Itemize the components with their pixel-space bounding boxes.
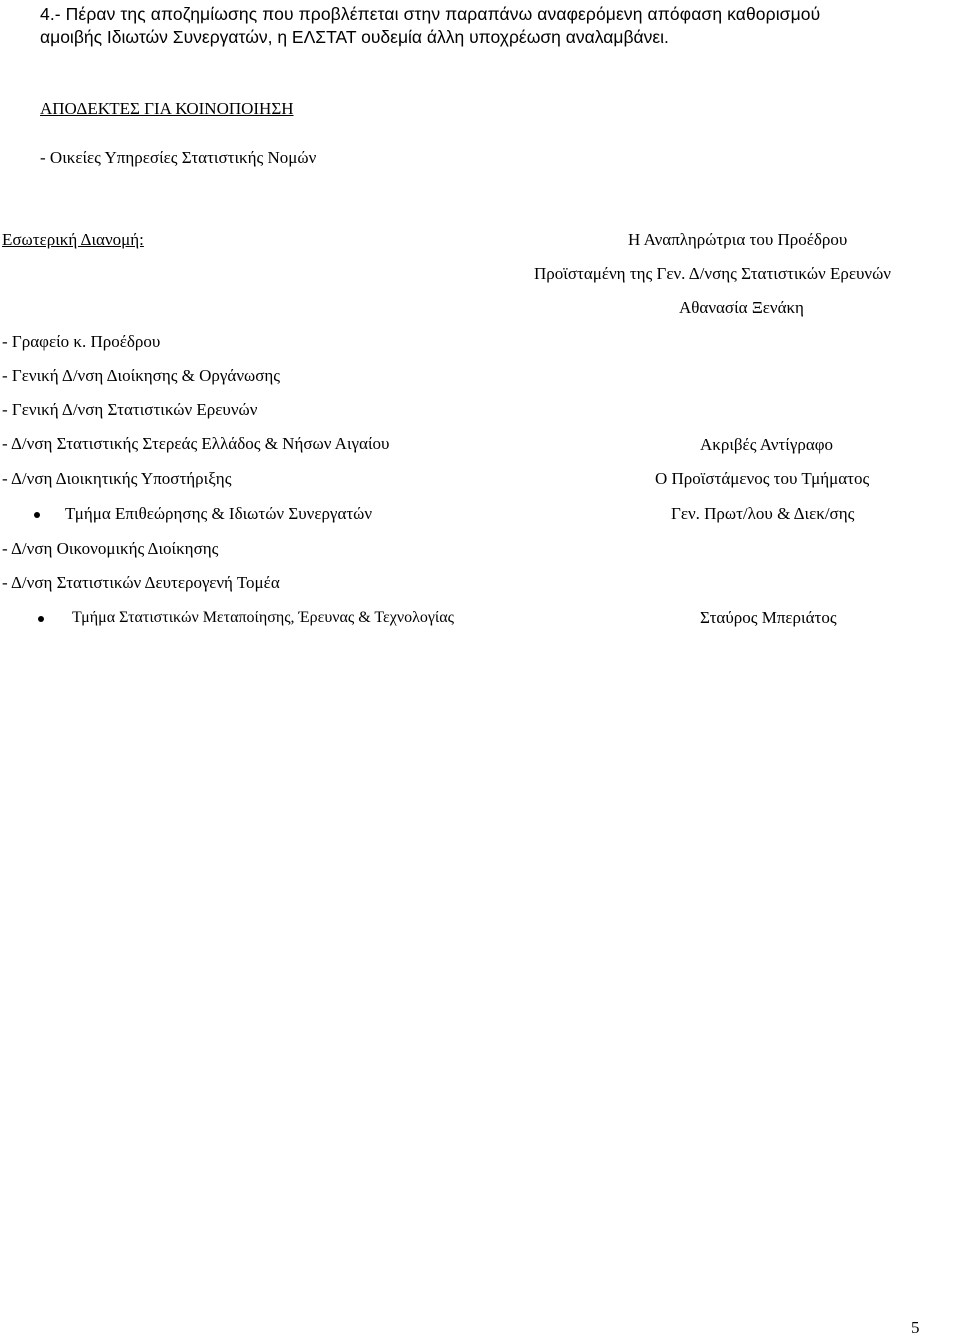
certified-name: Σταύρος Μπεριάτος: [700, 608, 837, 627]
signatory-name: Αθανασία Ξενάκη: [679, 298, 804, 317]
certified-position: Ο Προϊστάμενος του Τμήματος: [655, 469, 870, 488]
internal-sub-item: Τμήμα Επιθεώρησης & Ιδιωτών Συνεργατών: [65, 504, 373, 523]
recipients-heading: ΑΠΟΔΕΚΤΕΣ ΓΙΑ ΚΟΙΝΟΠΟΙΗΣΗ: [40, 99, 294, 118]
signature-position: Προϊσταμένη της Γεν. Δ/νσης Στατιστικών Ερευνών: [534, 264, 891, 283]
certified-copy-label: Ακριβές Αντίγραφο: [700, 435, 834, 454]
internal-item: - Γενική Δ/νση Στατιστικών Ερευνών: [2, 400, 258, 419]
signature-title: Η Αναπληρώτρια του Προέδρου: [628, 230, 848, 249]
internal-item: - Δ/νση Οικονομικής Διοίκησης: [2, 539, 219, 558]
internal-distribution-heading: Εσωτερική Διανομή:: [2, 230, 144, 249]
bullet-icon: [34, 512, 40, 518]
internal-item: - Δ/νση Στατιστικών Δευτερογενή Τομέα: [2, 573, 280, 592]
paragraph-4-line-2: αμοιβής Ιδιωτών Συνεργατών, η ΕΛΣΤΑΤ ουδεμία άλλη υποχρέωση αναλαμβάνει.: [40, 27, 669, 47]
certified-department: Γεν. Πρωτ/λου & Διεκ/σης: [671, 504, 855, 523]
internal-sub-item: Τμήμα Στατιστικών Μεταποίησης, Έρευνας & Τεχνολογίας: [72, 609, 454, 626]
bullet-icon: [38, 616, 44, 622]
internal-item: - Δ/νση Στατιστικής Στερεάς Ελλάδος & Νήσων Αιγαίου: [2, 434, 390, 453]
paragraph-4-line-1: 4.- Πέραν της αποζημίωσης που προβλέπεται στην παραπάνω αναφερόμενη απόφαση καθορισμού: [40, 4, 821, 24]
recipients-item: - Οικείες Υπηρεσίες Στατιστικής Νομών: [40, 148, 317, 167]
internal-item: - Γενική Δ/νση Διοίκησης & Οργάνωσης: [2, 366, 281, 385]
internal-item: - Γραφείο κ. Προέδρου: [2, 332, 161, 351]
page-number: 5: [911, 1318, 920, 1337]
internal-item: - Δ/νση Διοικητικής Υποστήριξης: [2, 469, 232, 488]
